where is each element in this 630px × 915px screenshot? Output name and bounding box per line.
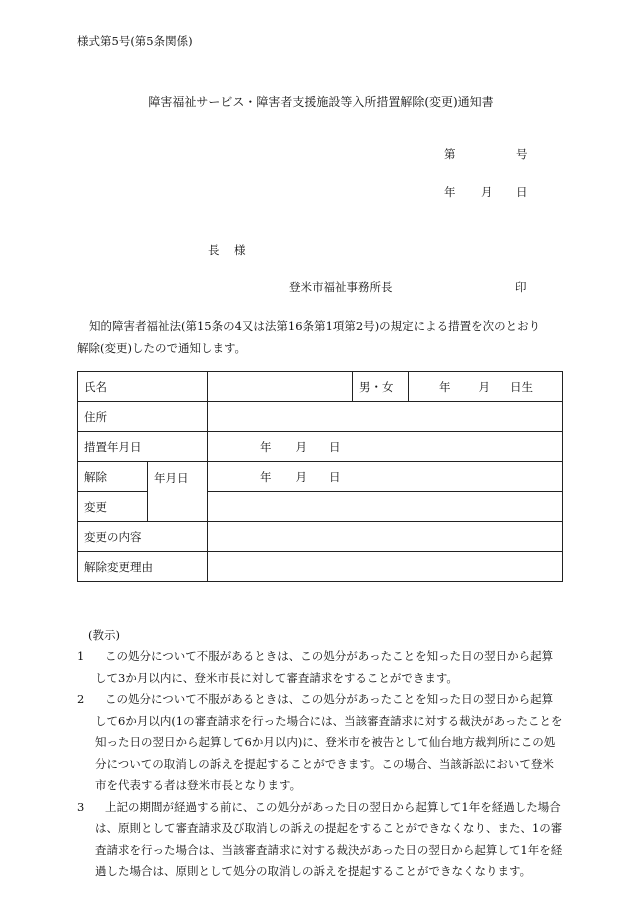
release-day-label: 日 (329, 469, 341, 484)
notice-body-line1: 知的障害者福祉法(第15条の4又は法第16条第1項第2号)の規定による措置を次のとおり (89, 319, 541, 333)
document-number-prefix: 第 (444, 147, 456, 161)
list-item (77, 797, 563, 883)
instruction-heading: (教示) (88, 628, 120, 642)
measure-date-field[interactable] (208, 432, 563, 462)
table-row-change-content (78, 522, 563, 552)
addressee-honorific: 様 (234, 243, 246, 257)
change-content-label: 変更の内容 (78, 522, 208, 552)
instruction-number: 3 (77, 799, 85, 814)
instruction-number: 2 (77, 692, 85, 706)
table-row-release (78, 462, 563, 492)
issue-year-label: 年 (444, 185, 456, 199)
table-row-address (78, 402, 563, 432)
measure-day-label: 日 (329, 439, 341, 454)
reason-field[interactable] (208, 552, 563, 582)
addressee-title: 長 (208, 243, 220, 257)
document-number-suffix: 号 (516, 147, 528, 161)
notice-body (77, 315, 562, 359)
notice-body-line2: 解除(変更)したので通知します。 (77, 341, 247, 355)
table-row-measure-date (78, 432, 563, 462)
name-field[interactable] (208, 372, 353, 402)
release-month-label: 月 (295, 469, 307, 484)
birth-year-label: 年 (439, 379, 451, 394)
instruction-text: この処分について不服があるときは、この処分があったことを知った日の翌日から起算して6か月以内(1の審査請求を行った場合には、当該審査請求に対する裁決があったことを知った日の翌日から起算して6か月以内)に、登米市を被告として仙台地方裁判所にこの処分についての取消しの訴えを提起することができます。この場合、当該訴訟において登米市を代表する者は登米市長となります。 (95, 692, 563, 792)
release-date-field[interactable] (208, 462, 563, 492)
name-label: 氏名 (78, 372, 208, 402)
list-item (77, 689, 563, 797)
notice-form-table (77, 371, 563, 582)
measure-date-label: 措置年月日 (78, 432, 208, 462)
issue-month-label: 月 (481, 185, 493, 199)
list-item (77, 646, 563, 689)
issue-day-label: 日 (516, 185, 528, 199)
table-row-reason (78, 552, 563, 582)
measure-month-label: 月 (295, 439, 307, 454)
reason-label: 解除変更理由 (78, 552, 208, 582)
gender-field[interactable]: 男・女 (353, 372, 409, 402)
instruction-number: 1 (77, 649, 85, 663)
birth-day-label: 日生 (510, 379, 533, 394)
birth-month-label: 月 (478, 379, 490, 394)
page-title: 障害福祉サービス・障害者支援施設等入所措置解除(変更)通知書 (148, 95, 494, 109)
instruction-text: 上記の期間が経過する前に、この処分があった日の翌日から起算して1年を経過した場合は、原則として審査請求及び取消しの訴えの提起をすることができなくなり、また、1の審査請求を行った場合は、当該審査請求に対する裁決があった日の翌日から起算して1年を経過した場合は、原則として処分の取消しの訴えを提起することができなくなります。 (95, 799, 563, 878)
table-row-name (78, 372, 563, 402)
sender-name: 登米市福祉事務所長 (289, 280, 393, 294)
change-label: 変更 (78, 492, 148, 522)
seal-mark: 印 (515, 280, 527, 294)
change-content-field[interactable] (208, 522, 563, 552)
address-label: 住所 (78, 402, 208, 432)
form-number: 様式第5号(第5条関係) (77, 34, 193, 48)
instruction-list (77, 646, 563, 883)
release-year-label: 年 (260, 469, 272, 484)
measure-year-label: 年 (260, 439, 272, 454)
birthdate-field[interactable] (409, 372, 563, 402)
change-date-field[interactable] (208, 492, 563, 522)
release-label: 解除 (78, 462, 148, 492)
address-field[interactable] (208, 402, 563, 432)
release-change-date-label: 年月日 (148, 462, 208, 522)
instruction-text: この処分について不服があるときは、この処分があったことを知った日の翌日から起算して3か月以内に、登米市長に対して審査請求をすることができます。 (95, 649, 554, 685)
